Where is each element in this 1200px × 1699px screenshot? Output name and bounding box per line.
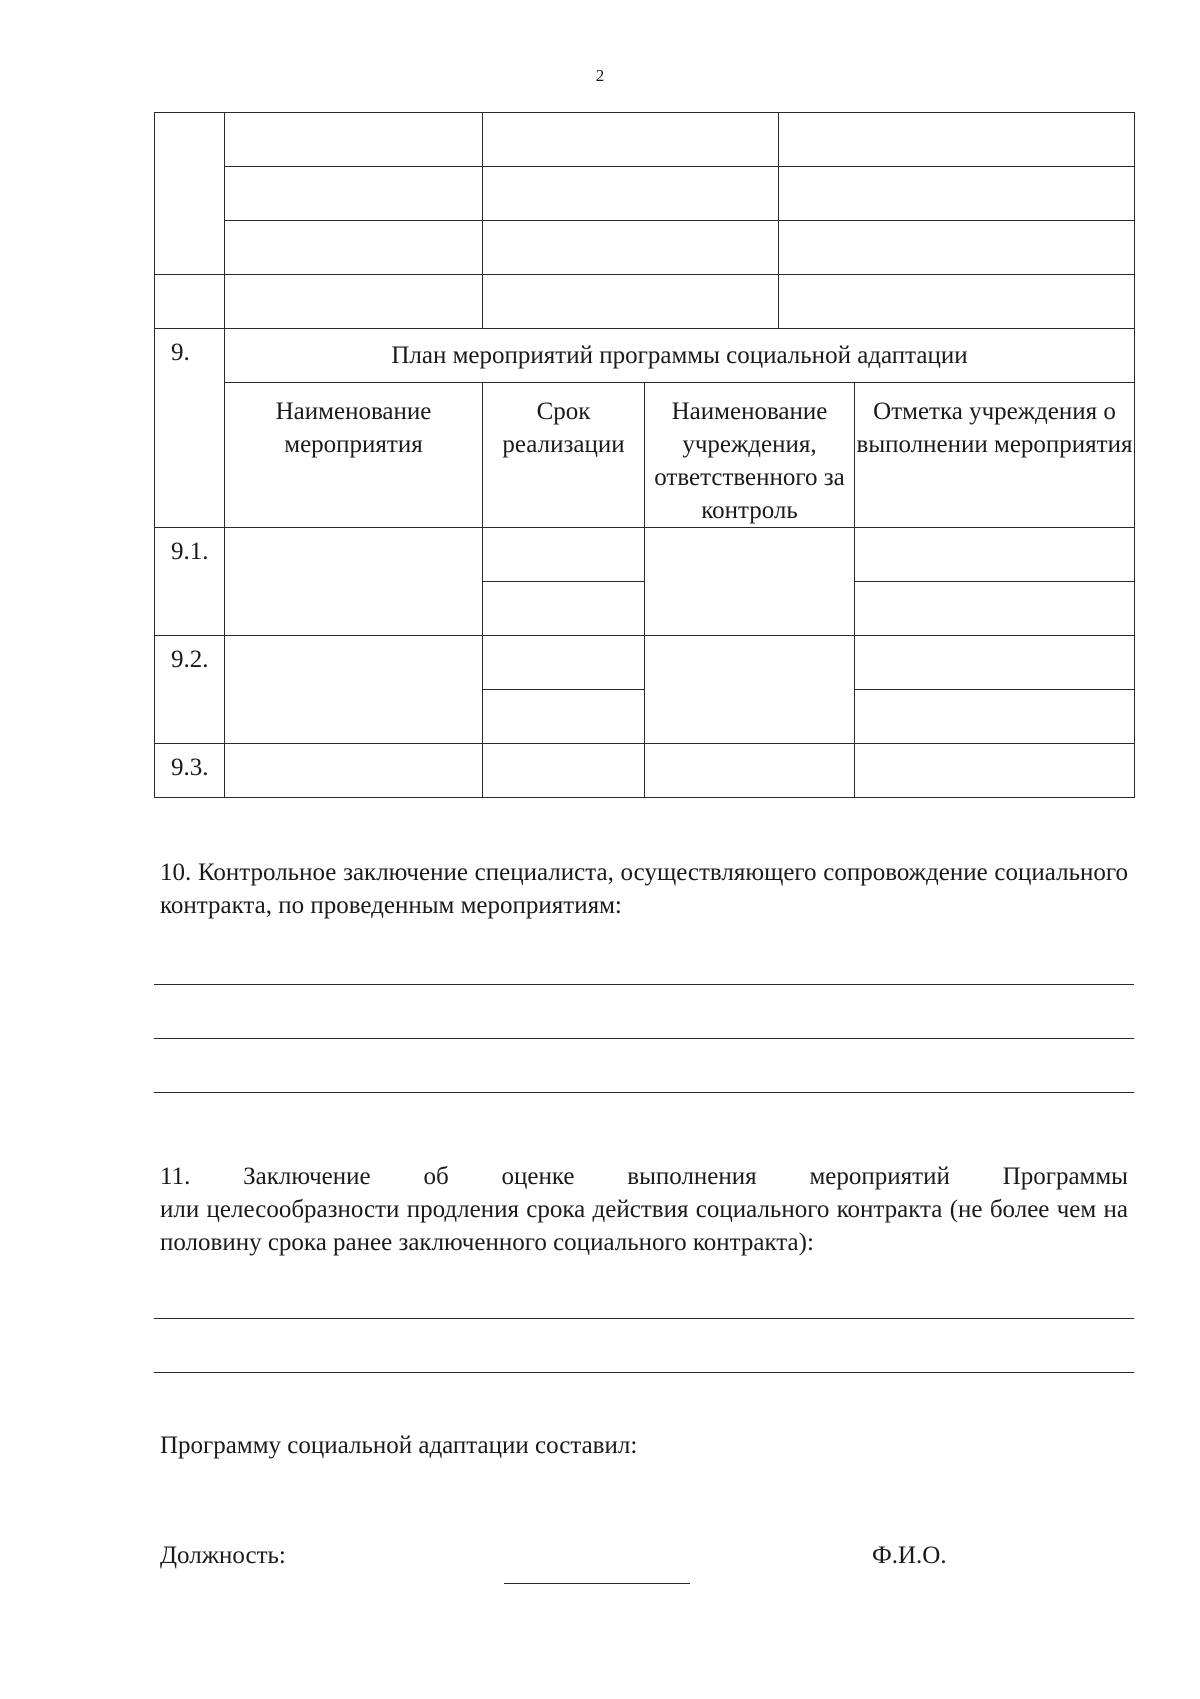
table-cell <box>855 582 1135 636</box>
table-cell <box>483 690 645 744</box>
word: Программы <box>1002 1163 1128 1190</box>
fill-line <box>154 1372 1134 1373</box>
table-cell <box>645 744 855 798</box>
fill-line <box>154 1318 1134 1319</box>
signature-line <box>504 1583 690 1584</box>
header-term: Срок реализации <box>483 383 645 528</box>
table-cell <box>225 167 483 221</box>
table-cell <box>155 275 225 329</box>
table-cell <box>645 636 855 744</box>
header-activity-name: Наименование мероприятия <box>225 383 483 528</box>
table-row <box>155 113 1135 167</box>
header-responsible-institution: Наименование учреждения, ответственного за контроль <box>645 383 855 528</box>
table-cell <box>483 582 645 636</box>
table-cell <box>225 113 483 167</box>
section-9-number: 9. <box>155 329 225 528</box>
header-completion-mark: Отметка учреждения о выполнении мероприятия <box>855 383 1135 528</box>
table-cell <box>225 221 483 275</box>
table-cell <box>483 528 645 582</box>
word: об <box>423 1163 449 1190</box>
fill-line <box>154 984 1134 985</box>
table-row <box>155 221 1135 275</box>
row-number: 9.2. <box>155 636 225 744</box>
word: оценке <box>501 1163 575 1190</box>
word: выполнения <box>627 1163 757 1190</box>
table-cell <box>225 528 483 636</box>
fill-line <box>154 1092 1134 1093</box>
section-9-title: План мероприятий программы социальной адаптации <box>225 329 1135 383</box>
table-cell <box>483 113 779 167</box>
table-row <box>155 636 1135 690</box>
table-cell <box>483 221 779 275</box>
word: Заключение <box>243 1163 371 1190</box>
table-cell <box>855 636 1135 690</box>
row-number: 9.3. <box>155 744 225 798</box>
table-cell <box>779 113 1135 167</box>
table-cell <box>483 744 645 798</box>
table-cell <box>855 690 1135 744</box>
word: мероприятий <box>809 1163 950 1190</box>
table-cell <box>225 744 483 798</box>
table-cell <box>779 167 1135 221</box>
table-cell <box>779 275 1135 329</box>
table-row <box>155 528 1135 582</box>
table-row <box>155 744 1135 798</box>
table-cell <box>155 113 225 275</box>
table-cell <box>645 528 855 636</box>
table-row <box>155 167 1135 221</box>
table-cell <box>225 636 483 744</box>
section-9-title-row <box>155 329 1135 383</box>
table-cell <box>483 167 779 221</box>
section-9-header-row <box>155 383 1135 528</box>
table-cell <box>483 275 779 329</box>
row-number: 9.1. <box>155 528 225 636</box>
section-11-rest: или целесообразности продления срока действия социального контракта (не более чем на половину срока ранее заключенного социального контракта): <box>160 1196 1128 1256</box>
section-10-text: 10. Контрольное заключение специалиста, осуществляющего сопровождение социального контракта, по проведенным мероприятиям: <box>160 859 1128 919</box>
table-row <box>155 275 1135 329</box>
fill-line <box>154 1038 1134 1039</box>
table-cell <box>483 636 645 690</box>
position-label: Должность: <box>160 1542 286 1569</box>
word: 11. <box>160 1163 191 1190</box>
plan-table <box>154 112 1135 798</box>
section-11-first-line <box>160 1160 1128 1193</box>
table-cell <box>225 275 483 329</box>
section-11-text <box>160 1160 1128 1259</box>
composed-by-label: Программу социальной адаптации составил: <box>160 1432 638 1459</box>
table-cell <box>855 744 1135 798</box>
full-name-label: Ф.И.О. <box>872 1542 947 1569</box>
page-number: 2 <box>595 66 605 85</box>
table-cell <box>779 221 1135 275</box>
table-cell <box>855 528 1135 582</box>
